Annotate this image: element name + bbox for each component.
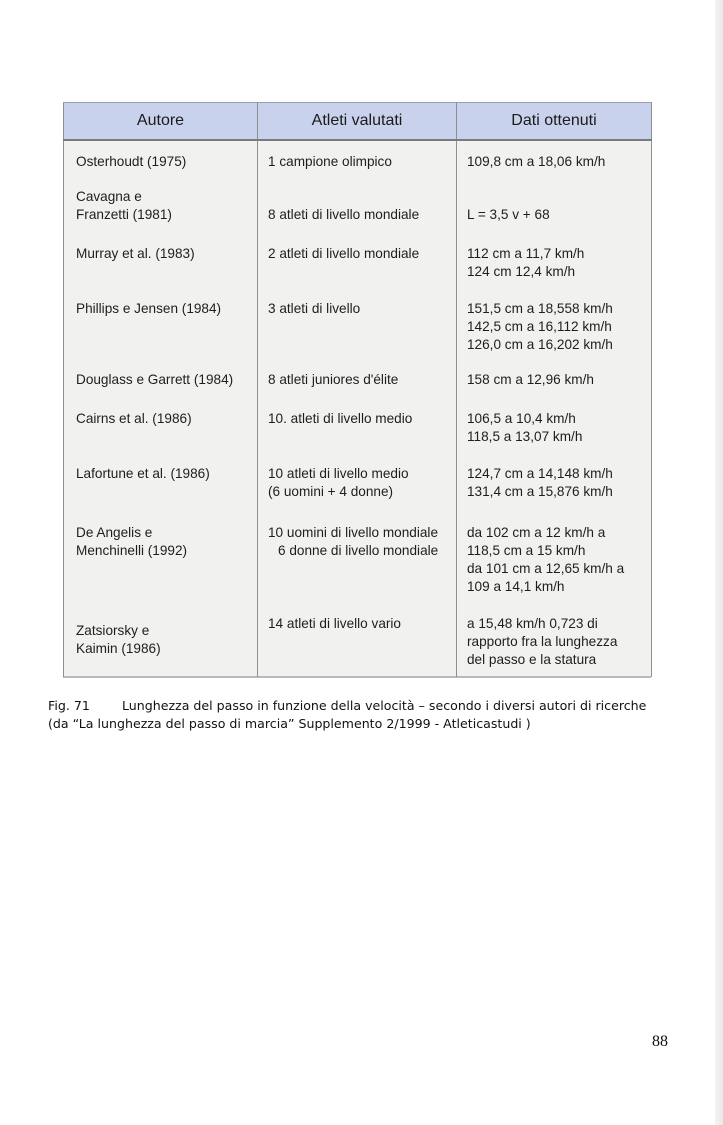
results-line: da 102 cm a 12 km/h a (467, 525, 606, 540)
table-row (64, 607, 652, 677)
athletes-cell (258, 287, 457, 365)
athletes-line: 1 campione olimpico (268, 154, 392, 169)
athletes-cell (258, 456, 457, 515)
results-line: del passo e la statura (467, 652, 597, 667)
results-cell (457, 515, 652, 607)
author-cell (64, 232, 258, 287)
scan-edge (715, 0, 723, 1125)
results-line: rapporto fra la lunghezza (467, 634, 618, 649)
table-row (64, 456, 652, 515)
results-line: 118,5 cm a 15 km/h (467, 543, 586, 558)
stride-length-table (63, 102, 652, 677)
athletes-line: 10. atleti di livello medio (268, 411, 413, 426)
author-line: Osterhoudt (1975) (76, 154, 187, 169)
author-cell (64, 365, 258, 399)
athletes-cell (258, 399, 457, 456)
table-row (64, 287, 652, 365)
author-line: Douglass e Garrett (1984) (76, 372, 234, 387)
athletes-line: 14 atleti di livello vario (268, 616, 401, 631)
table-row (64, 140, 652, 178)
results-line: 158 cm a 12,96 km/h (467, 372, 594, 387)
author-cell (64, 607, 258, 677)
athletes-cell (258, 232, 457, 287)
results-line: 131,4 cm a 15,876 km/h (467, 484, 613, 499)
table-row (64, 365, 652, 399)
caption-text: Lunghezza del passo in funzione della velocità – secondo i diversi autori di ricerche (122, 698, 647, 713)
table-row (64, 178, 652, 232)
figure-number: Fig. 71 (48, 698, 90, 713)
author-cell (64, 140, 258, 178)
author-cell (64, 287, 258, 365)
results-line: 126,0 cm a 16,202 km/h (467, 337, 613, 352)
author-cell (64, 399, 258, 456)
results-line: 124,7 cm a 14,148 km/h (467, 466, 613, 481)
results-line: da 101 cm a 12,65 km/h a (467, 561, 625, 576)
header-autore: Autore (64, 103, 258, 141)
athletes-line: 10 atleti di livello medio (268, 466, 409, 481)
results-line: 124 cm 12,4 km/h (467, 264, 576, 279)
results-cell (457, 365, 652, 399)
athletes-line: 8 atleti juniores d'élite (268, 372, 399, 387)
author-line: Franzetti (1981) (76, 207, 172, 222)
athletes-line: 10 uomini di livello mondiale (268, 525, 439, 540)
results-line: 118,5 a 13,07 km/h (467, 429, 583, 444)
table-header-row (64, 103, 652, 141)
author-cell (64, 515, 258, 607)
athletes-line: 6 donne di livello mondiale (278, 543, 439, 558)
author-line: Menchinelli (1992) (76, 543, 188, 558)
table-row (64, 399, 652, 456)
results-cell (457, 399, 652, 456)
results-line: 109,8 cm a 18,06 km/h (467, 154, 606, 169)
author-cell (64, 456, 258, 515)
author-line: Phillips e Jensen (1984) (76, 301, 222, 316)
author-line: Zatsiorsky e (76, 623, 150, 638)
author-line: Cairns et al. (1986) (76, 411, 192, 426)
results-cell (457, 232, 652, 287)
figure-caption (48, 697, 713, 733)
athletes-line: 3 atleti di livello (268, 301, 361, 316)
author-line: Lafortune et al. (1986) (76, 466, 210, 481)
results-cell (457, 178, 652, 232)
results-line: 112 cm a 11,7 km/h (467, 246, 585, 261)
table-row (64, 515, 652, 607)
athletes-cell (258, 607, 457, 677)
results-line: 109 a 14,1 km/h (467, 579, 565, 594)
results-cell (457, 140, 652, 178)
page-number: 88 (652, 1033, 668, 1050)
results-line: 142,5 cm a 16,112 km/h (467, 319, 612, 334)
results-line: 106,5 a 10,4 km/h (467, 411, 576, 426)
header-dati-ottenuti: Dati ottenuti (457, 103, 652, 141)
author-line: Cavagna e (76, 189, 142, 204)
athletes-line: 2 atleti di livello mondiale (268, 246, 420, 261)
results-line: L = 3,5 v + 68 (467, 207, 550, 222)
results-line: a 15,48 km/h 0,723 di (467, 616, 598, 631)
results-line: 151,5 cm a 18,558 km/h (467, 301, 613, 316)
caption-line-1 (48, 697, 713, 715)
author-line: Kaimin (1986) (76, 641, 161, 656)
author-line: Murray et al. (1983) (76, 246, 195, 261)
table-row (64, 232, 652, 287)
caption-source: (da “La lunghezza del passo di marcia” Supplemento 2/1999 - Atleticastudi ) (48, 716, 531, 731)
athletes-cell (258, 515, 457, 607)
athletes-cell (258, 140, 457, 178)
author-cell (64, 178, 258, 232)
athletes-cell (258, 365, 457, 399)
athletes-line: (6 uomini + 4 donne) (268, 484, 394, 499)
results-cell (457, 287, 652, 365)
athletes-line: 8 atleti di livello mondiale (268, 207, 420, 222)
author-line: De Angelis e (76, 525, 153, 540)
header-atleti-valutati: Atleti valutati (258, 103, 457, 141)
athletes-cell (258, 178, 457, 232)
results-cell (457, 456, 652, 515)
results-cell (457, 607, 652, 677)
